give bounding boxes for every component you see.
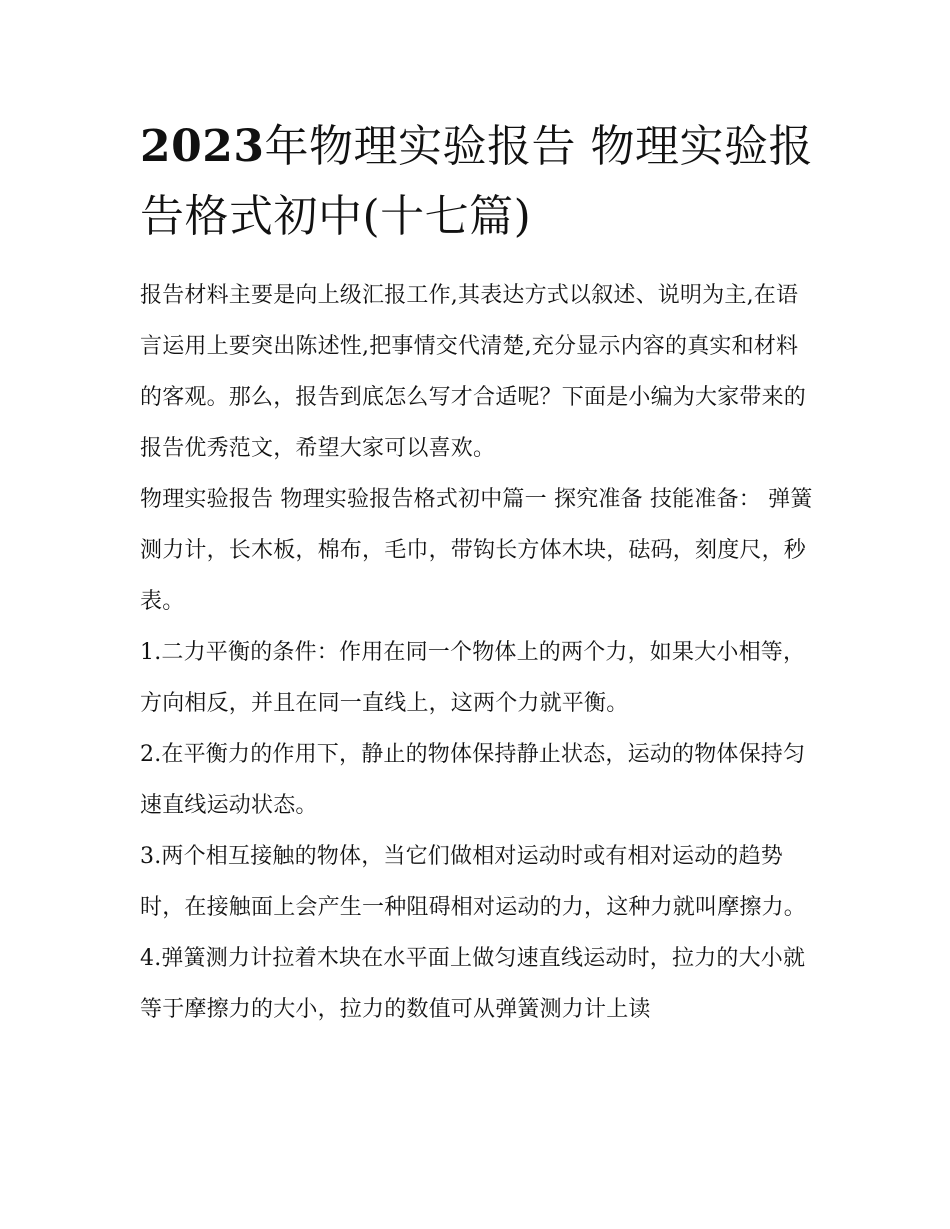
paragraph-intro: 报告材料主要是向上级汇报工作,其表达方式以叙述、说明为主,在语言运用上要突出陈述性,把事情交代清楚,充分显示内容的真实和材料的客观。那么，报告到底怎么写才合适呢？下面是小编为大家带来的报告优秀范文，希望大家可以喜欢。 — [140, 283, 807, 461]
paragraph-point-3: 3.两个相互接触的物体，当它们做相对运动时或有相对运动的趋势时，在接触面上会产生一种阻碍相对运动的力，这种力就叫摩擦力。 — [140, 844, 807, 920]
paragraph-preparation: 物理实验报告 物理实验报告格式初中篇一 探究准备 技能准备： 弹簧测力计，长木板，棉布，毛巾，带钩长方体木块，砝码，刻度尺，秒表。 — [140, 487, 813, 614]
paragraph-point-2: 2.在平衡力的作用下，静止的物体保持静止状态，运动的物体保持匀速直线运动状态。 — [140, 742, 806, 818]
document-title — [140, 112, 820, 252]
document-content — [140, 112, 820, 1035]
paragraph-point-1: 1.二力平衡的条件：作用在同一个物体上的两个力，如果大小相等，方向相反，并且在同一直线上，这两个力就平衡。 — [140, 640, 806, 716]
title-year: 2023 — [140, 121, 265, 172]
paragraph-point-4: 4.弹簧测力计拉着木块在水平面上做匀速直线运动时，拉力的大小就等于摩擦力的大小，拉力的数值可从弹簧测力计上读 — [140, 946, 806, 1022]
title-text: 年物理实验报告 物理实验报告格式初中(十七篇) — [140, 121, 813, 242]
